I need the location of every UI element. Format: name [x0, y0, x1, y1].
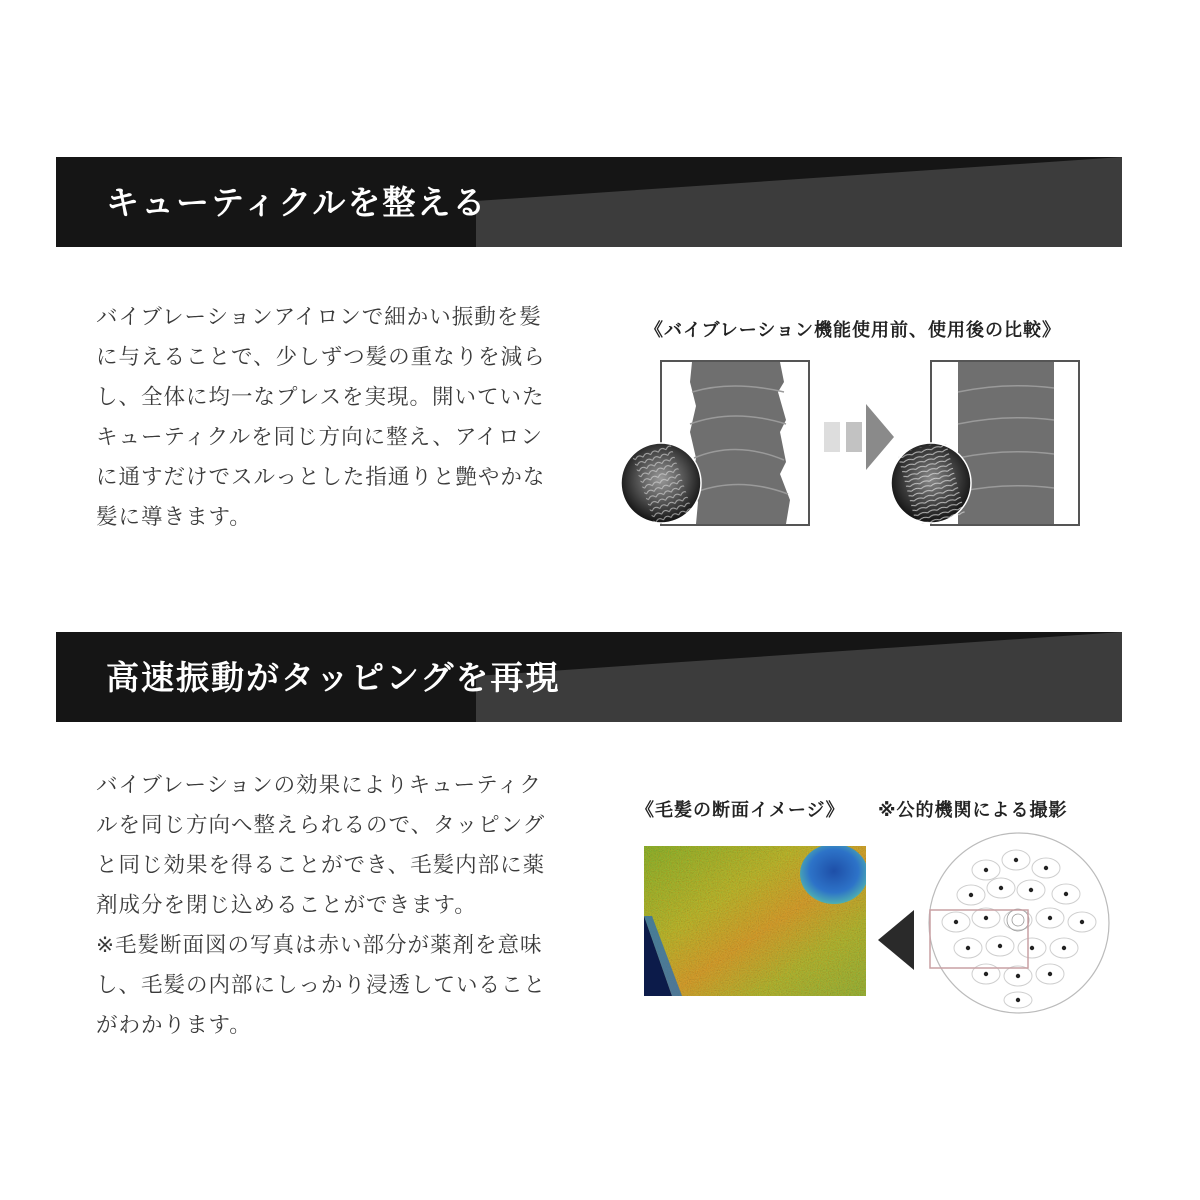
- section-title: 高速振動がタッピングを再現: [106, 658, 561, 697]
- comparison-caption: 《バイブレーション機能使用前、使用後の比較》: [644, 320, 1062, 341]
- before-microscope-circle: [620, 442, 702, 524]
- section-banner-tapping: [56, 632, 1122, 722]
- after-microscope-circle: [890, 442, 972, 524]
- section-body-text: バイブレーションの効果によりキューティク ルを同じ方向へ整えられるので、タッピング と同じ効果を得ることができ、毛髪内部に薬 剤成分を閉じ込めることができます。 ※毛髪断面図の写真は赤い部分が薬剤を意味 し、毛髪の内部にしっかり浸透していること がわかります。: [96, 773, 547, 1038]
- section-banner-cuticle: [56, 157, 1122, 247]
- photo-source-note: ※公的機関による撮影: [878, 800, 1068, 821]
- zoom-highlight-box: [930, 910, 1028, 968]
- section-title: キューティクルを整える: [106, 183, 488, 222]
- cross-section-caption: 《毛髪の断面イメージ》: [636, 800, 845, 821]
- hair-cross-section-diagram: [926, 830, 1112, 1016]
- black-left-triangle-icon: [878, 910, 914, 970]
- heatmap-image: [644, 846, 866, 996]
- gray-right-arrow-icon: [824, 400, 894, 470]
- hair-cross-section-heatmap-photo: [644, 846, 866, 996]
- section-body-text: バイブレーションアイロンで細かい振動を髪 に与えることで、少しずつ髪の重なりを減ら し、全体に均一なプレスを実現。開いていた キューティクルを同じ方向に整え、アイロン に通すだけでスルっとした指通りと艶やかな 髪に導きます。: [96, 305, 546, 530]
